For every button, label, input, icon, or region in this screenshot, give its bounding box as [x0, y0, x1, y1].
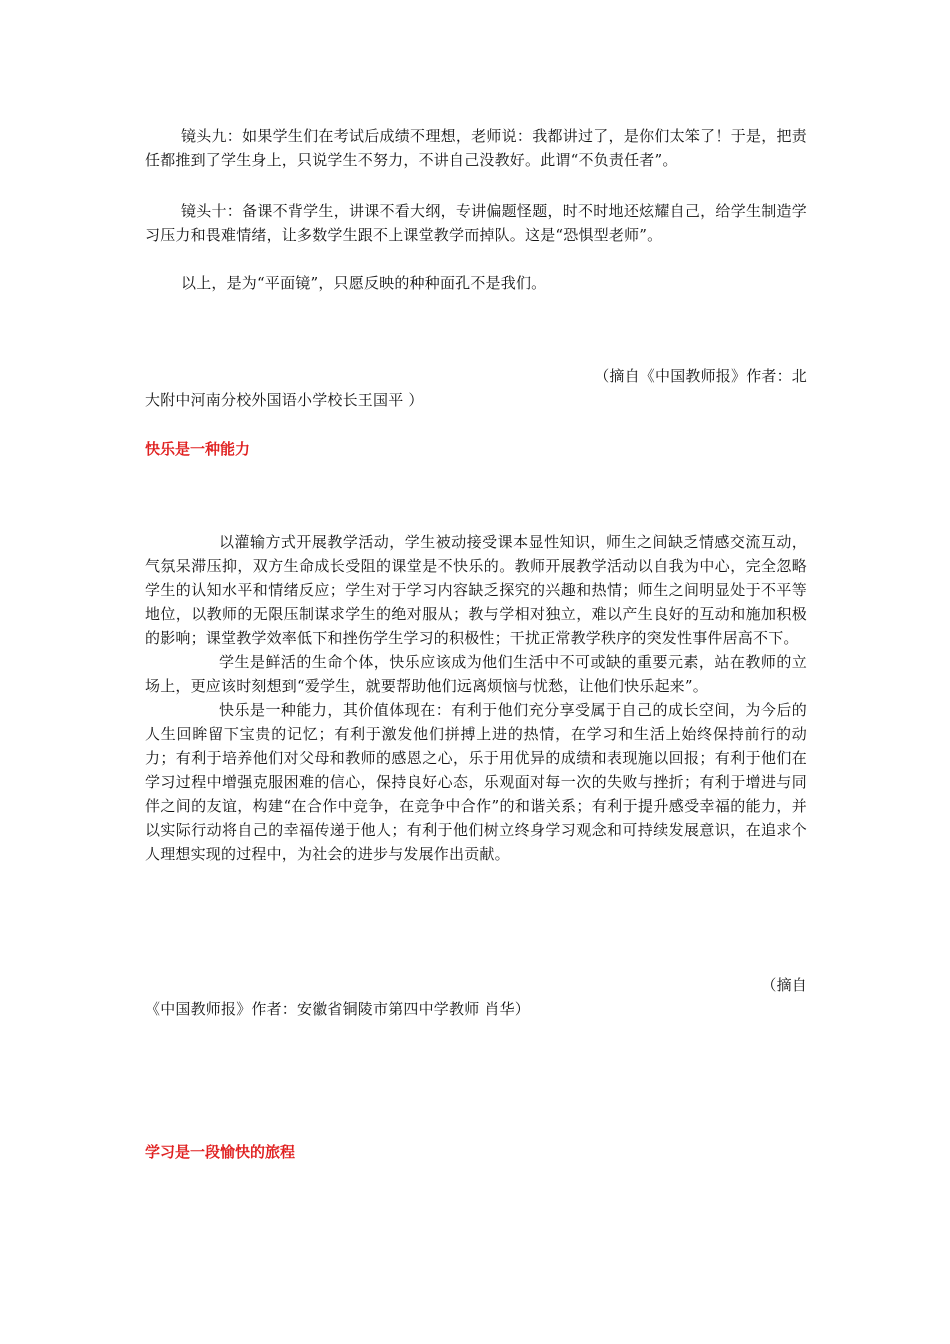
source-citation-2-line1: （摘自	[761, 976, 807, 994]
section-summary	[145, 271, 807, 295]
source-citation-1	[145, 364, 807, 412]
paragraph-jingtou-9: 镜头九：如果学生们在考试后成绩不理想，老师说：我都讲过了，是你们太笨了！于是，把责任都推到了学生身上，只说学生不努力，不讲自己没教好。此谓“不负责任者”。	[145, 127, 807, 169]
source-citation-2	[145, 973, 807, 1021]
paragraph-happiness-1: 以灌输方式开展教学活动，学生被动接受课本显性知识，师生之间缺乏情感交流互动，气氛呆滞压抑，双方生命成长受阻的课堂是不快乐的。教师开展教学活动以自我为中心，完全忽略学生的认知水平和情绪反应；学生对于学习内容缺乏探究的兴趣和热情；师生之间明显处于不平等地位，以教师的无限压制谋求学生的绝对服从；教与学相对独立，难以产生良好的互动和施加积极的影响；课堂教学效率低下和挫伤学生学习的积极性；干扰正常教学秩序的突发性事件居高不下。	[145, 533, 807, 647]
source-citation-1-line1: （摘自《中国教师报》作者：北	[594, 367, 807, 385]
section-title-happiness: 快乐是一种能力	[145, 440, 251, 458]
paragraph-happiness-2: 学生是鲜活的生命个体，快乐应该成为他们生活中不可或缺的重要元素，站在教师的立场上，更应该时刻想到“爱学生，就要帮助他们远离烦恼与忧愁，让他们快乐起来”。	[145, 653, 807, 695]
section-jingtou-10	[145, 199, 807, 247]
paragraph-happiness-3: 快乐是一种能力，其价值体现在：有利于他们充分享受属于自己的成长空间，为今后的人生回眸留下宝贵的记忆；有利于激发他们拼搏上进的热情，在学习和生活上始终保持前行的动力；有利于培养他们对父母和教师的感恩之心，乐于用优异的成绩和表现施以回报；有利于他们在学习过程中增强克服困难的信心，保持良好心态，乐观面对每一次的失败与挫折；有利于增进与同伴之间的友谊，构建“在合作中竞争，在竞争中合作”的和谐关系；有利于提升感受幸福的能力，并以实际行动将自己的幸福传递于他人；有利于他们树立终身学习观念和可持续发展意识，在追求个人理想实现的过程中，为社会的进步与发展作出贡献。	[145, 701, 807, 863]
section-jingtou	[145, 124, 807, 172]
section-happiness-body	[145, 530, 807, 866]
source-citation-1-line2: 大附中河南分校外国语小学校长王国平 ）	[145, 391, 424, 409]
section-title-learning-journey: 学习是一段愉快的旅程	[145, 1143, 296, 1161]
source-citation-2-line2: 《中国教师报》作者：安徽省铜陵市第四中学教师 肖华）	[145, 1000, 530, 1018]
paragraph-jingtou-10: 镜头十：备课不背学生，讲课不看大纲，专讲偏题怪题，时不时地还炫耀自己，给学生制造学习压力和畏难情绪，让多数学生跟不上课堂教学而掉队。这是“恐惧型老师”。	[145, 202, 807, 244]
paragraph-summary: 以上，是为“平面镜”，只愿反映的种种面孔不是我们。	[181, 274, 547, 292]
